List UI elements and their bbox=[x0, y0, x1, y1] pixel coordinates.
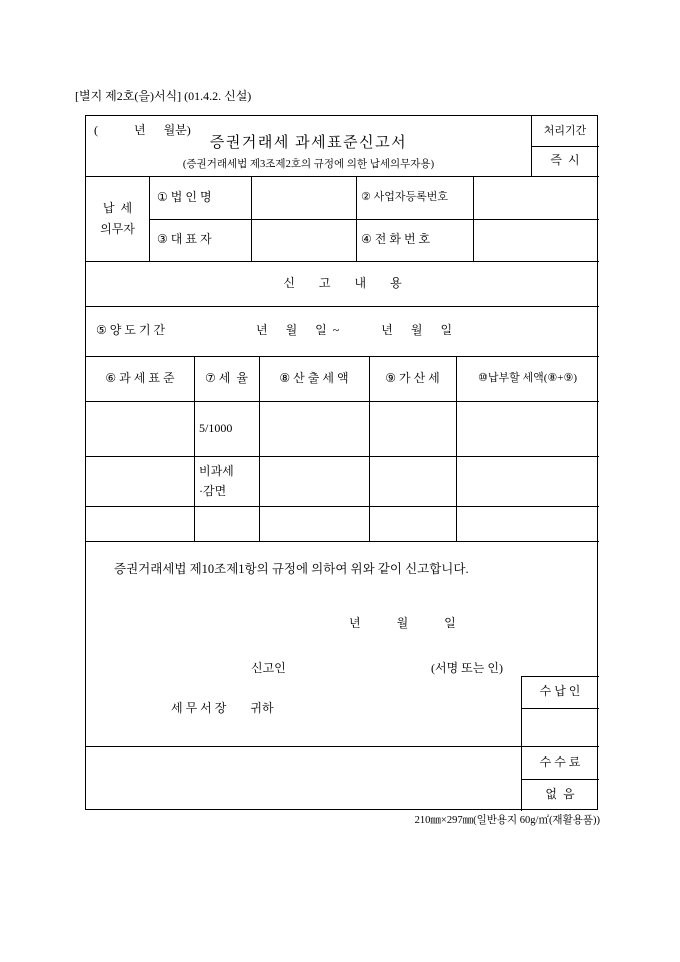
form-subtitle: (증권거래세법 제3조제2호의 규정에 의한 납세의무자용) bbox=[182, 158, 435, 170]
calculated-tax-row1-field[interactable] bbox=[259, 401, 369, 456]
receipt-stamp-area bbox=[521, 708, 599, 746]
recipient-line: 세 무 서 장 귀하 bbox=[171, 701, 274, 716]
corp-name-field[interactable] bbox=[251, 176, 356, 219]
representative-label: ③ 대 표 자 bbox=[157, 232, 212, 247]
signature-note: (서명 또는 인) bbox=[431, 661, 503, 676]
grid-line bbox=[86, 541, 599, 542]
tax-form-table bbox=[85, 115, 598, 810]
fee-value: 없 음 bbox=[545, 787, 575, 802]
calculated-tax-row2-field[interactable] bbox=[259, 456, 369, 506]
processing-time-value: 즉 시 bbox=[550, 153, 580, 168]
paper-spec-note: 210㎜×297㎜(일반용지 60g/㎡(재활용품)) bbox=[414, 815, 600, 826]
transfer-period-label: ⑤ 양 도 기 간 bbox=[96, 323, 166, 338]
col-header-tax-rate: ⑦ 세 율 bbox=[205, 370, 248, 385]
biz-reg-no-field[interactable] bbox=[473, 176, 599, 219]
payable-tax-row2-field[interactable] bbox=[456, 456, 599, 506]
col-header-calculated-tax: ⑧ 산 출 세 액 bbox=[279, 370, 349, 385]
payable-tax-row1-field[interactable] bbox=[456, 401, 599, 456]
report-period-line: ( 년 월분) bbox=[94, 123, 191, 138]
col-header-tax-base: ⑥ 과 세 표 준 bbox=[105, 370, 175, 385]
phone-field[interactable] bbox=[473, 219, 599, 261]
calculated-tax-row3-field[interactable] bbox=[259, 506, 369, 541]
declaration-date-line: 년 월 일 bbox=[349, 616, 456, 631]
penalty-tax-row1-field[interactable] bbox=[369, 401, 456, 456]
representative-field[interactable] bbox=[251, 219, 356, 261]
tax-rate-row3-field[interactable] bbox=[194, 506, 259, 541]
col-header-payable-tax: ⑩납부할 세액(⑧+⑨) bbox=[478, 372, 577, 385]
payable-tax-row3-field[interactable] bbox=[456, 506, 599, 541]
tax-rate-row2-exempt bbox=[194, 456, 259, 506]
taxpayer-group-label-line1: 납 세 bbox=[102, 200, 133, 215]
biz-reg-no-label: ② 사업자등록번호 bbox=[361, 191, 448, 204]
fee-label: 수 수 료 bbox=[539, 754, 581, 769]
tax-base-row1-field[interactable] bbox=[86, 401, 194, 456]
processing-time-label: 처리기간 bbox=[543, 124, 587, 137]
tax-rate-row2-line2: ·감면 bbox=[199, 484, 227, 498]
tax-rate-row2-line1: 비과세 bbox=[199, 464, 234, 478]
declaration-statement: 증권거래세법 제10조제1항의 규정에 의하여 위와 같이 신고합니다. bbox=[114, 561, 469, 576]
tax-rate-row1-value: 5/1000 bbox=[199, 420, 233, 435]
corp-name-label: ① 법 인 명 bbox=[157, 189, 212, 204]
form-title: 증권거래세 과세표준신고서 bbox=[209, 135, 408, 152]
report-content-section-title: 신 고 내 용 bbox=[283, 275, 402, 290]
receipt-stamp-label: 수 납 인 bbox=[539, 684, 581, 699]
phone-label: ④ 전 화 번 호 bbox=[361, 232, 431, 247]
form-reference-label: [별지 제2호(을)서식] (01.4.2. 신설) bbox=[75, 89, 252, 103]
col-header-penalty-tax: ⑨ 가 산 세 bbox=[385, 370, 440, 385]
penalty-tax-row3-field[interactable] bbox=[369, 506, 456, 541]
tax-base-row2-field[interactable] bbox=[86, 456, 194, 506]
declarant-label: 신고인 bbox=[251, 661, 286, 676]
taxpayer-group-label-line2: 의무자 bbox=[100, 221, 135, 236]
transfer-period-field[interactable]: 년 월 일 ~ 년 월 일 bbox=[256, 323, 453, 338]
penalty-tax-row2-field[interactable] bbox=[369, 456, 456, 506]
tax-base-row3-field[interactable] bbox=[86, 506, 194, 541]
taxpayer-group-label bbox=[86, 176, 149, 261]
